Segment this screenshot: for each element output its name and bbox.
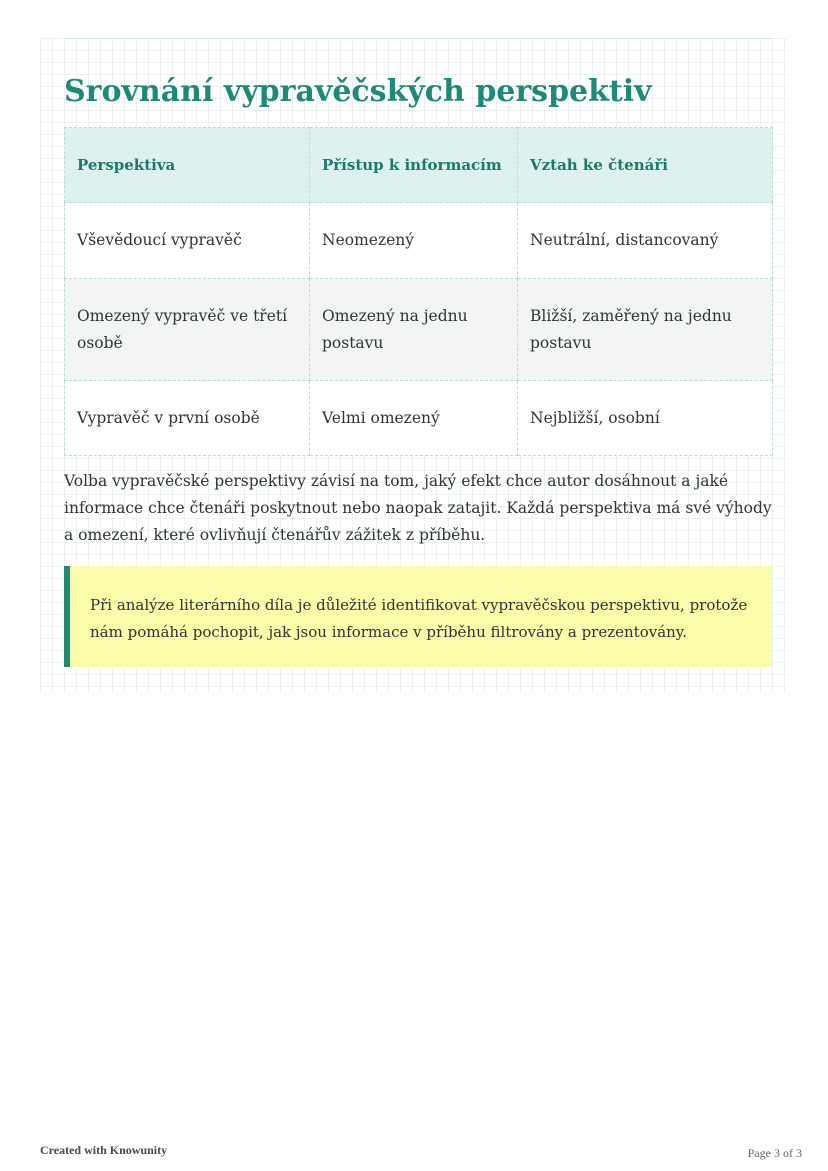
page-title: Srovnání vypravěčských perspektiv [64,74,652,109]
table-row [65,381,773,456]
table-cell: Omezený vypravěč ve třetí osobě [65,279,310,381]
table-cell: Velmi omezený [310,381,518,456]
callout-text: Při analýze literárního díla je důležité identifikovat vypravěčskou perspektivu, protože nám pomáhá pochopit, jak jsou informace v příběhu filtrovány a prezentovány. [90,596,748,641]
table-cell: Vševědoucí vypravěč [65,203,310,279]
top-divider [64,38,772,39]
table-cell: Neomezený [310,203,518,279]
table-header-cell: Perspektiva [65,128,310,203]
table-cell: Vypravěč v první osobě [65,381,310,456]
table-cell: Nejbližší, osobní [518,381,773,456]
table-header-row [65,128,773,203]
table-header-cell: Přístup k informacím [310,128,518,203]
page-number: Page 3 of 3 [747,1146,802,1160]
body-paragraph: Volba vypravěčské perspektivy závisí na tom, jaký efekt chce autor dosáhnout a jaké informace chce čtenáři poskytnout nebo naopak zatajit. Každá perspektiva má své výhody a omezení, které ovlivňují čtenářův zážitek z příběhu. [64,472,772,544]
footer-credit: Created with Knowunity [40,1143,168,1157]
highlight-callout [64,566,772,667]
table-cell: Neutrální, distancovaný [518,203,773,279]
table-cell: Omezený na jednu postavu [310,279,518,381]
table-row [65,203,773,279]
perspective-comparison-table [64,127,773,456]
table-row [65,279,773,381]
table-header-cell: Vztah ke čtenáři [518,128,773,203]
table-cell: Bližší, zaměřený na jednu postavu [518,279,773,381]
